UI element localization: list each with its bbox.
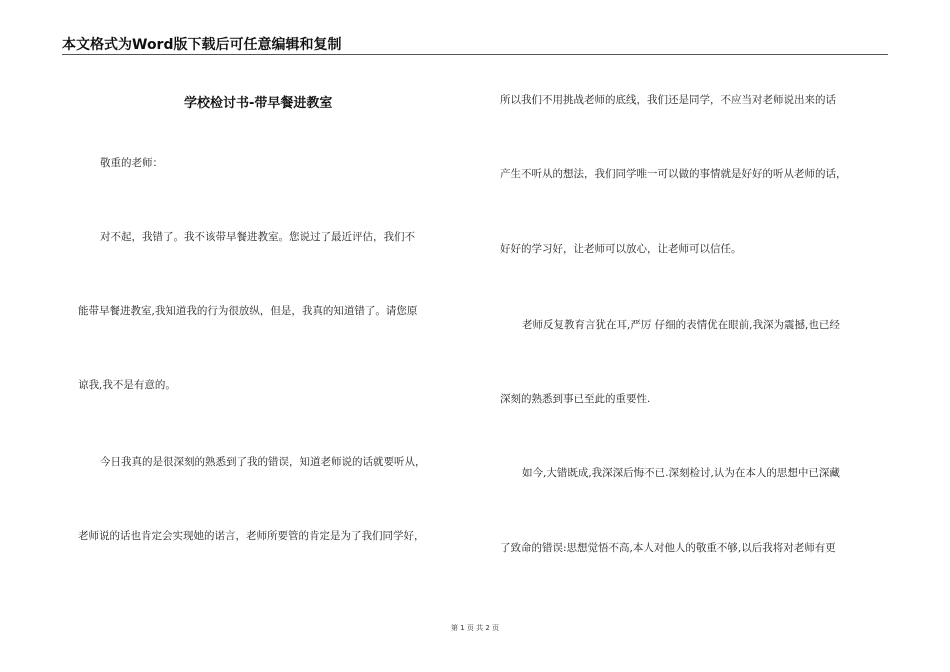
paragraph-line: 了致命的错误:思想觉悟不高,本人对他人的敬重不够,以后我将对老师有更 (500, 542, 836, 554)
page-number: 第 1 页 共 2 页 (450, 624, 500, 632)
paragraph-line: 如今,大错既成,我深深后悔不已.深刻检讨,认为在本人的思想中已深藏 (522, 467, 840, 479)
paragraph-line: 敬重的老师： (100, 157, 163, 169)
paragraph-line: 老师说的话也肯定会实现她的诺言，老师所要管的肯定是为了我们同学好， (78, 530, 425, 542)
paragraph-line: 老师反复教育言犹在耳,严厉 仔细的表情优在眼前,我深为震撼,也已经 (522, 319, 840, 331)
paragraph-line: 对不起，我错了。我不该带早餐进教室。您说过了最近评估，我们不 (100, 231, 415, 243)
header-title: 本文格式为Word版下载后可任意编辑和复制 (62, 37, 342, 53)
paragraph-line: 深刻的熟悉到事已至此的重要性. (500, 393, 651, 405)
paragraph-line: 今日我真的是很深刻的熟悉到了我的错误，知道老师说的话就要听从， (100, 456, 426, 468)
paragraph-line: 谅我,我不是有意的。 (78, 379, 176, 391)
paragraph-line: 好好的学习好，让老师可以放心，让老师可以信任。 (500, 243, 742, 255)
header-divider (62, 54, 888, 55)
paragraph-line: 所以我们不用挑战老师的底线，我们还是同学，不应当对老师说出来的话 (500, 94, 836, 106)
paragraph-line: 能带早餐进教室,我知道我的行为很放纵，但是，我真的知道错了。请您原 (78, 305, 418, 317)
document-title: 学校检讨书-带早餐进教室 (184, 96, 333, 111)
paragraph-line: 产生不听从的想法，我们同学唯一可以做的事情就是好好的听从老师的话， (500, 168, 847, 180)
